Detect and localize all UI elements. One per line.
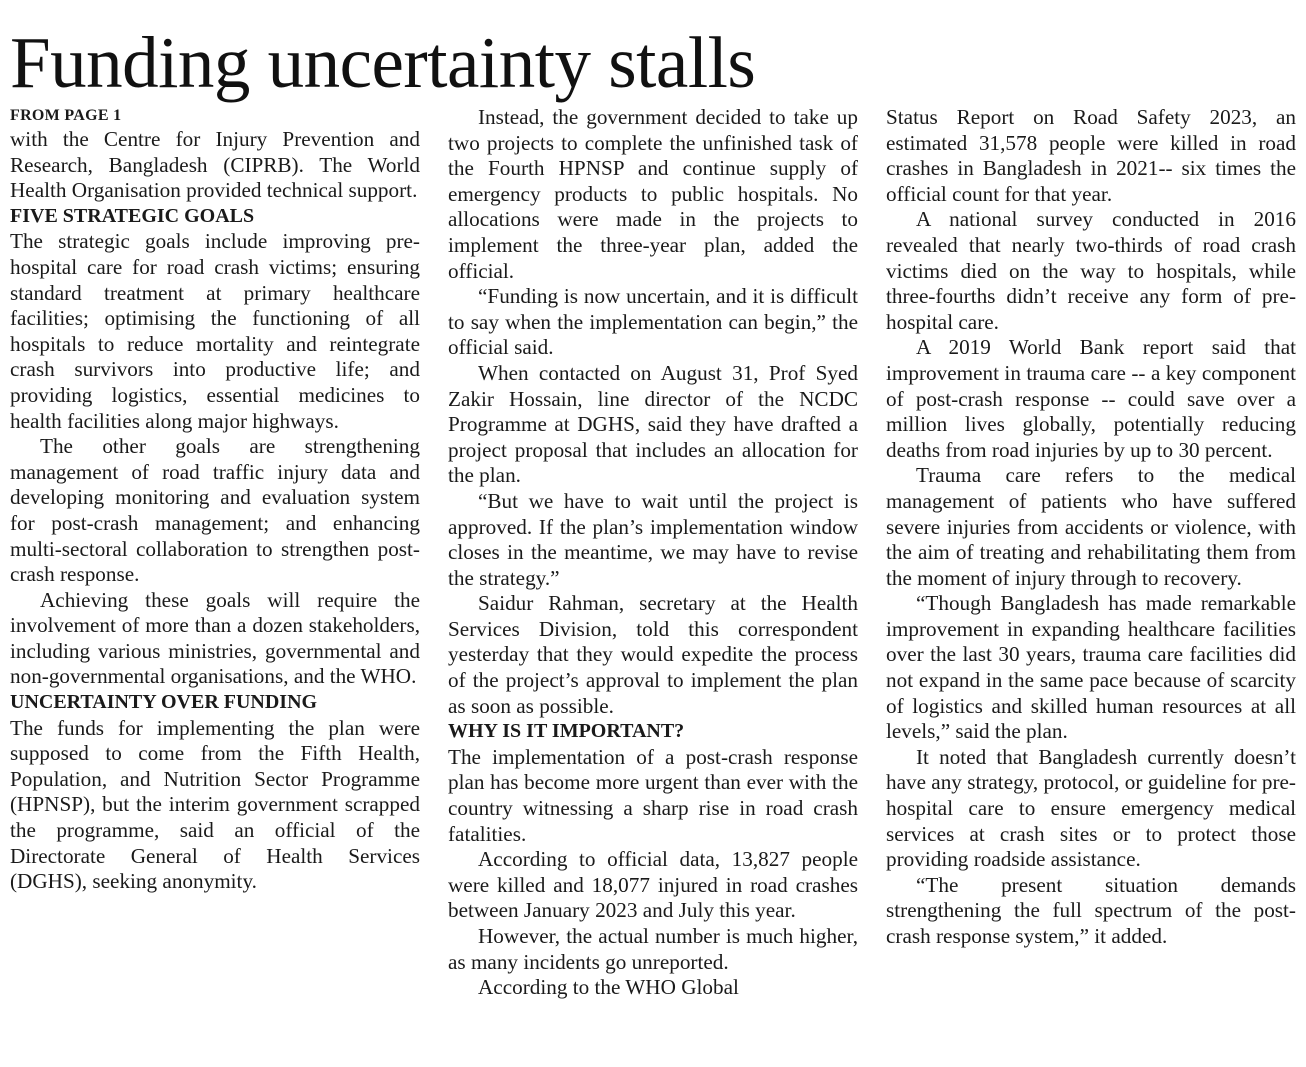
paragraph: A national survey conducted in 2016 revealed that nearly two-thirds of road crash victims died on the way to hospitals, while three-fourths didn’t receive any form of pre-hospital care. bbox=[886, 207, 1296, 334]
paragraph: The implementation of a post-crash response plan has become more urgent than ever with the country witnessing a sharp rise in road crash fatalities. bbox=[448, 744, 858, 846]
paragraph: “But we have to wait until the project is approved. If the plan’s implementation window closes in the meantime, we may have to revise the strategy.” bbox=[448, 488, 858, 590]
paragraph: Trauma care refers to the medical management of patients who have suffered severe injuries from accidents or violence, with the aim of treating and rehabilitating them from the moment of injury through to recovery. bbox=[886, 463, 1296, 590]
paragraph: The strategic goals include improving pre-hospital care for road crash victims; ensuring standard treatment at primary healthcare facilities; optimising the functioning of all hospitals to reduce mortality and reintegrate crash survivors into productive life; and providing logistics, essential medicines to health facilities along major highways. bbox=[10, 229, 420, 433]
paragraph: “Though Bangladesh has made remarkable improvement in expanding healthcare facilities over the last 30 years, trauma care facilities did not expand in the same pace because of scarcity of logistics and skilled human resources at all levels,” said the plan. bbox=[886, 591, 1296, 744]
paragraph: Saidur Rahman, secretary at the Health Services Division, told this correspondent yesterday that they would expedite the process of the project’s approval to implement the plan as soon as possible. bbox=[448, 591, 858, 718]
paragraph: Instead, the government decided to take up two projects to complete the unfinished task of the Fourth HPNSP and continue supply of emergency products to public hospitals. No allocations were made in the projects to implement the three-year plan, added the official. bbox=[448, 105, 858, 283]
subheading-why-is-it-important: WHY IS IT IMPORTANT? bbox=[448, 720, 685, 743]
subheading-uncertainty-over-funding: UNCERTAINTY OVER FUNDING bbox=[10, 691, 318, 714]
paragraph: The other goals are strengthening management of road traffic injury data and developing monitoring and evaluation system for post-crash management; and enhancing multi-sectoral collaboration to strengthen post-crash response. bbox=[10, 434, 420, 587]
paragraph: According to official data, 13,827 people were killed and 18,077 injured in road crashes between January 2023 and July this year. bbox=[448, 847, 858, 923]
headline: Funding uncertainty stalls bbox=[10, 22, 756, 103]
paragraph: The funds for implementing the plan were supposed to come from the Fifth Health, Population, and Nutrition Sector Programme (HPNSP), but the interim government scrapped the programme, said an official of the Directorate General of Health Services (DGHS), seeking anonymity. bbox=[10, 715, 420, 894]
continuation-kicker: FROM PAGE 1 bbox=[10, 107, 122, 124]
paragraph: “The present situation demands strengthening the full spectrum of the post-crash response system,” it added. bbox=[886, 872, 1296, 948]
paragraph: A 2019 World Bank report said that improvement in trauma care -- a key component of post-crash response -- could save over a million lives globally, potentially reducing deaths from road injuries by up to 30 percent. bbox=[886, 335, 1296, 462]
article-column-3 bbox=[886, 105, 1296, 1060]
subheading-five-strategic-goals: FIVE STRATEGIC GOALS bbox=[10, 204, 255, 227]
paragraph: However, the actual number is much higher, as many incidents go unreported. bbox=[448, 924, 858, 974]
paragraph: When contacted on August 31, Prof Syed Zakir Hossain, line director of the NCDC Programme at DGHS, said they have drafted a project proposal that includes an allocation for the plan. bbox=[448, 360, 858, 488]
paragraph: It noted that Bangladesh currently doesn’t have any strategy, protocol, or guideline for pre-hospital care to ensure emergency medical services at crash sites or to protect those providing roadside assistance. bbox=[886, 744, 1296, 872]
paragraph: with the Centre for Injury Prevention and Research, Bangladesh (CIPRB). The World Health Organisation provided technical support. bbox=[10, 127, 420, 203]
paragraph: Achieving these goals will require the involvement of more than a dozen stakeholders, including various ministries, governmental and non-governmental organisations, and the WHO. bbox=[10, 587, 420, 689]
paragraph: According to the WHO Global bbox=[478, 975, 739, 1000]
paragraph: Status Report on Road Safety 2023, an estimated 31,578 people were killed in road crashes in Bangladesh in 2021-- six times the official count for that year. bbox=[886, 105, 1296, 206]
article-column-1 bbox=[10, 105, 420, 1060]
paragraph: “Funding is now uncertain, and it is difficult to say when the implementation can begin,” the official said. bbox=[448, 284, 858, 360]
article-column-2 bbox=[448, 105, 858, 1060]
